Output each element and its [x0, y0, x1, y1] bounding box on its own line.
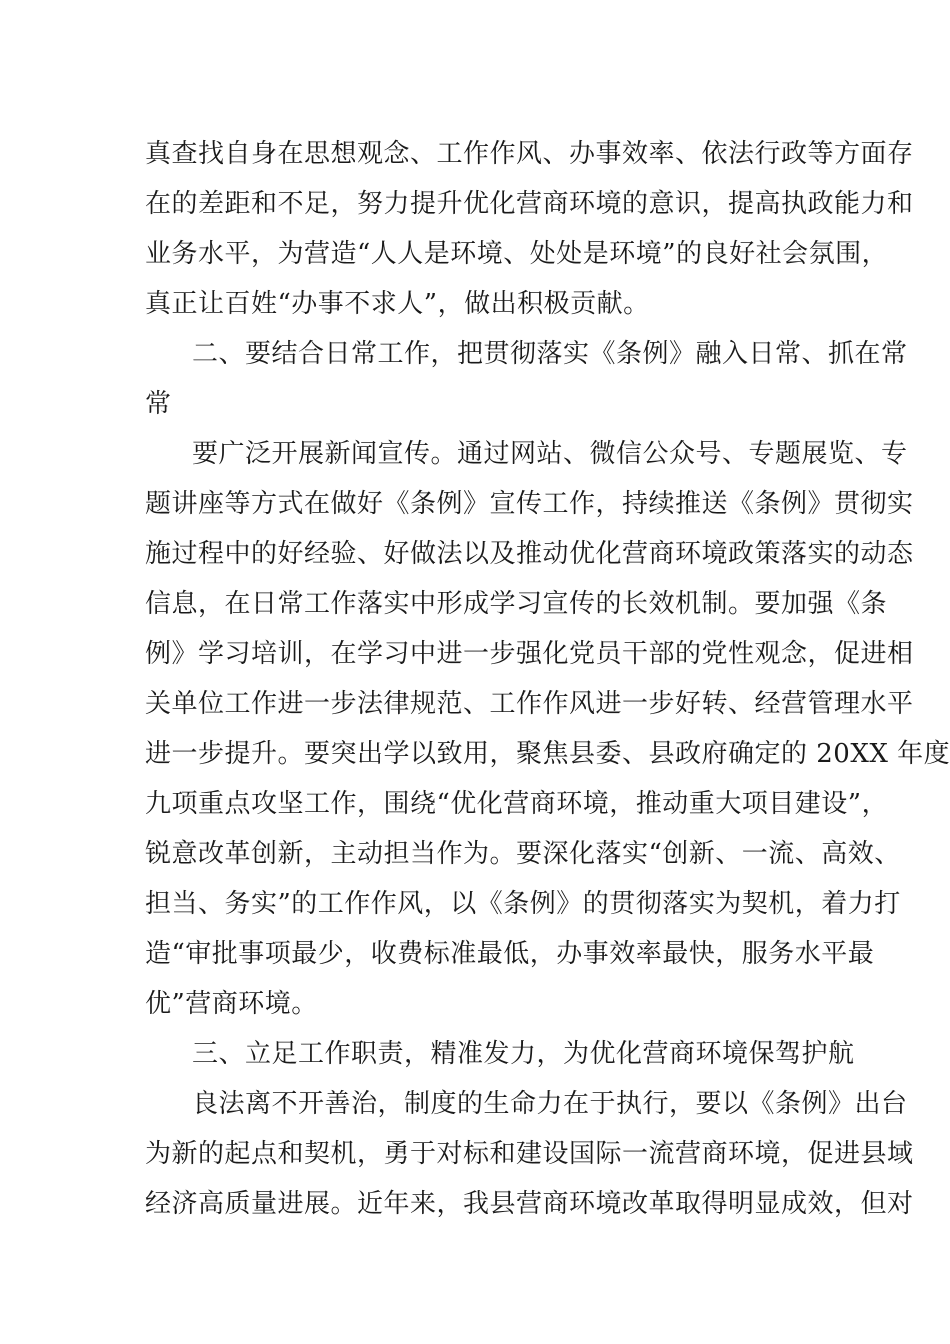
section-heading-2-cont: 常 [145, 389, 172, 419]
section-heading-3: 三、立足工作职责，精准发力，为优化营商环境保驾护航 [192, 1039, 855, 1069]
body-text-line: 要广泛开展新闻宣传。通过网站、微信公众号、专题展览、专 [192, 439, 908, 469]
body-text-line: 锐意改革创新，主动担当作为。要深化落实“创新、一流、高效、 [145, 839, 901, 869]
body-text-line: 信息，在日常工作落实中形成学习宣传的长效机制。要加强《条 [145, 589, 888, 619]
body-text-line: 优”营商环境。 [145, 989, 318, 1019]
body-text-line: 九项重点攻坚工作，围绕“优化营商环境，推动重大项目建设”， [145, 789, 889, 819]
body-text-line: 关单位工作进一步法律规范、工作作风进一步好转、经营管理水平 [145, 689, 914, 719]
body-text-line: 经济高质量进展。近年来，我县营商环境改革取得明显成效，但对 [145, 1189, 914, 1219]
body-text-line: 良法离不开善治，制度的生命力在于执行，要以《条例》出台 [192, 1089, 908, 1119]
body-text-line: 例》学习培训，在学习中进一步强化党员干部的党性观念，促进相 [145, 639, 914, 669]
body-text-line: 施过程中的好经验、好做法以及推动优化营商环境政策落实的动态 [145, 539, 914, 569]
body-text-line: 真正让百姓“办事不求人”，做出积极贡献。 [145, 289, 650, 319]
body-text-line: 题讲座等方式在做好《条例》宣传工作，持续推送《条例》贯彻实 [145, 489, 914, 519]
body-text-line: 造“审批事项最少，收费标准最低，办事效率最快，服务水平最 [145, 939, 875, 969]
body-text-line: 进一步提升。要突出学以致用，聚焦县委、县政府确定的 20XX 年度 [145, 739, 950, 769]
body-text-line: 担当、务实”的工作作风，以《条例》的贯彻落实为契机，着力打 [145, 889, 901, 919]
body-text-line: 为新的起点和契机，勇于对标和建设国际一流营商环境，促进县域 [145, 1139, 914, 1169]
section-heading-2: 二、要结合日常工作，把贯彻落实《条例》融入日常、抓在常 [192, 339, 908, 369]
body-text-line: 在的差距和不足，努力提升优化营商环境的意识，提高执政能力和 [145, 189, 914, 219]
body-text-line: 真查找自身在思想观念、工作作风、办事效率、依法行政等方面存 [145, 139, 914, 169]
body-text-line: 业务水平，为营造“人人是环境、处处是环境”的良好社会氛围， [145, 239, 889, 269]
